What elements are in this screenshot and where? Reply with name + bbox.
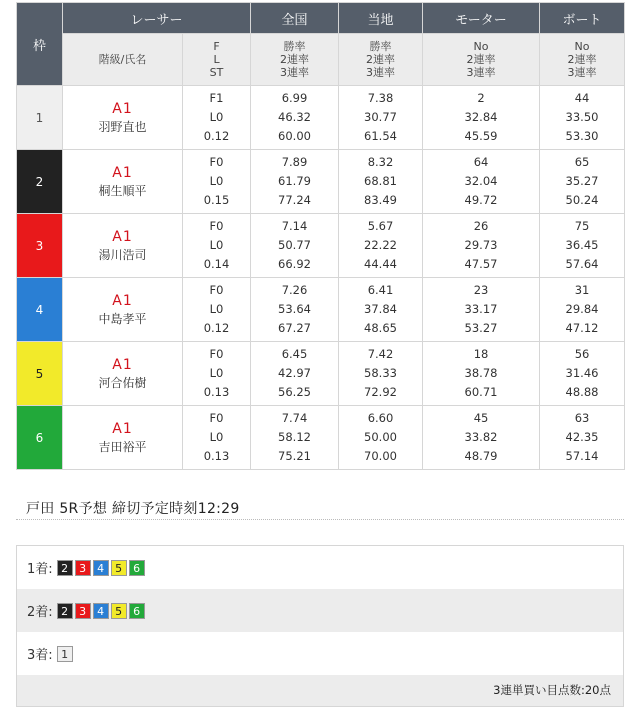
racer-class: A1 [112,420,133,437]
racer-name: 桐生順平 [98,183,147,198]
racer-row [17,86,625,150]
prediction-title: 戸田 5R予想 締切予定時刻12:29 [26,501,240,517]
flst-values: F0 L0 0.12 [183,278,251,342]
flst-header: F L ST [183,34,251,86]
national-rates: 7.14 50.77 66.92 [251,214,339,278]
boat-stats: 56 31.46 48.88 [540,342,625,406]
pick-chip: 3 [75,603,91,619]
pick-chip: 5 [111,560,127,576]
national-rates: 6.99 46.32 60.00 [251,86,339,150]
racer-row [17,150,625,214]
racer-name: 羽野直也 [98,119,147,134]
local-rates: 6.41 37.84 48.65 [339,278,423,342]
prediction-box [16,545,624,707]
racer-name-cell [63,278,183,342]
local-rates: 7.38 30.77 61.54 [339,86,423,150]
racer-name: 吉田裕平 [98,439,147,454]
racer-class: A1 [112,164,133,181]
flst-values: F0 L0 0.14 [183,214,251,278]
waku-number: 4 [17,278,63,342]
local-rates: 5.67 22.22 44.44 [339,214,423,278]
racer-class: A1 [112,228,133,245]
boat-stats: 65 35.27 50.24 [540,150,625,214]
place-row-3 [17,632,623,675]
waku-number: 6 [17,406,63,470]
racer-header: レーサー [63,3,251,34]
local-rates: 6.60 50.00 70.00 [339,406,423,470]
waku-number: 1 [17,86,63,150]
boat-stats: 44 33.50 53.30 [540,86,625,150]
place-label: 2着: [27,605,53,620]
flst-values: F1 L0 0.12 [183,86,251,150]
motor-stats: 45 33.82 48.79 [423,406,540,470]
pick-chip: 4 [93,603,109,619]
racer-class: A1 [112,292,133,309]
pick-chip: 6 [129,560,145,576]
racer-name-cell [63,214,183,278]
motor-stats: 26 29.73 47.57 [423,214,540,278]
boat-stats: 75 36.45 57.64 [540,214,625,278]
motor-stats: 64 32.04 49.72 [423,150,540,214]
racer-name-cell [63,150,183,214]
racer-name: 河合佑樹 [98,375,147,390]
bet-count: 3連単買い目点数:20点 [493,683,611,697]
pick-chip: 4 [93,560,109,576]
pick-chip: 1 [57,646,73,662]
national-rates: 6.45 42.97 56.25 [251,342,339,406]
pick-chip: 3 [75,560,91,576]
racer-name: 中島孝平 [98,311,147,326]
national-rates: 7.26 53.64 67.27 [251,278,339,342]
local-header: 当地 [339,3,423,34]
racer-class: A1 [112,356,133,373]
national-rates-header: 勝率 2連率 3連率 [251,34,339,86]
boat-header: ボート [540,3,625,34]
pick-chips [57,603,147,619]
boat-stats: 31 29.84 47.12 [540,278,625,342]
racer-name-cell [63,342,183,406]
waku-number: 2 [17,150,63,214]
racer-name-cell [63,406,183,470]
national-rates: 7.74 58.12 75.21 [251,406,339,470]
national-header: 全国 [251,3,339,34]
motor-stats: 18 38.78 60.71 [423,342,540,406]
racer-row [17,342,625,406]
divider [16,519,624,520]
flst-values: F0 L0 0.13 [183,342,251,406]
place-row-2 [17,589,623,632]
waku-number: 3 [17,214,63,278]
motor-header: モーター [423,3,540,34]
boat-rates-header: No 2連率 3連率 [540,34,625,86]
place-label: 1着: [27,562,53,577]
place-label: 3着: [27,648,53,663]
flst-values: F0 L0 0.13 [183,406,251,470]
class-name-header: 階級/氏名 [63,34,183,86]
national-rates: 7.89 61.79 77.24 [251,150,339,214]
racer-row [17,406,625,470]
local-rates-header: 勝率 2連率 3連率 [339,34,423,86]
footer-row [17,675,623,706]
waku-number: 5 [17,342,63,406]
pick-chip: 2 [57,560,73,576]
waku-header: 枠 [17,3,63,86]
motor-stats: 23 33.17 53.27 [423,278,540,342]
pick-chip: 2 [57,603,73,619]
flst-values: F0 L0 0.15 [183,150,251,214]
boat-stats: 63 42.35 57.14 [540,406,625,470]
pick-chips [57,560,147,576]
racer-row [17,278,625,342]
racer-row [17,214,625,278]
pick-chip: 5 [111,603,127,619]
local-rates: 8.32 68.81 83.49 [339,150,423,214]
racer-class: A1 [112,100,133,117]
motor-stats: 2 32.84 45.59 [423,86,540,150]
racer-name: 湯川浩司 [98,247,147,262]
pick-chip: 6 [129,603,145,619]
pick-chips [57,646,75,662]
motor-rates-header: No 2連率 3連率 [423,34,540,86]
local-rates: 7.42 58.33 72.92 [339,342,423,406]
racer-name-cell [63,86,183,150]
racer-table [16,2,625,470]
place-row-1 [17,546,623,589]
